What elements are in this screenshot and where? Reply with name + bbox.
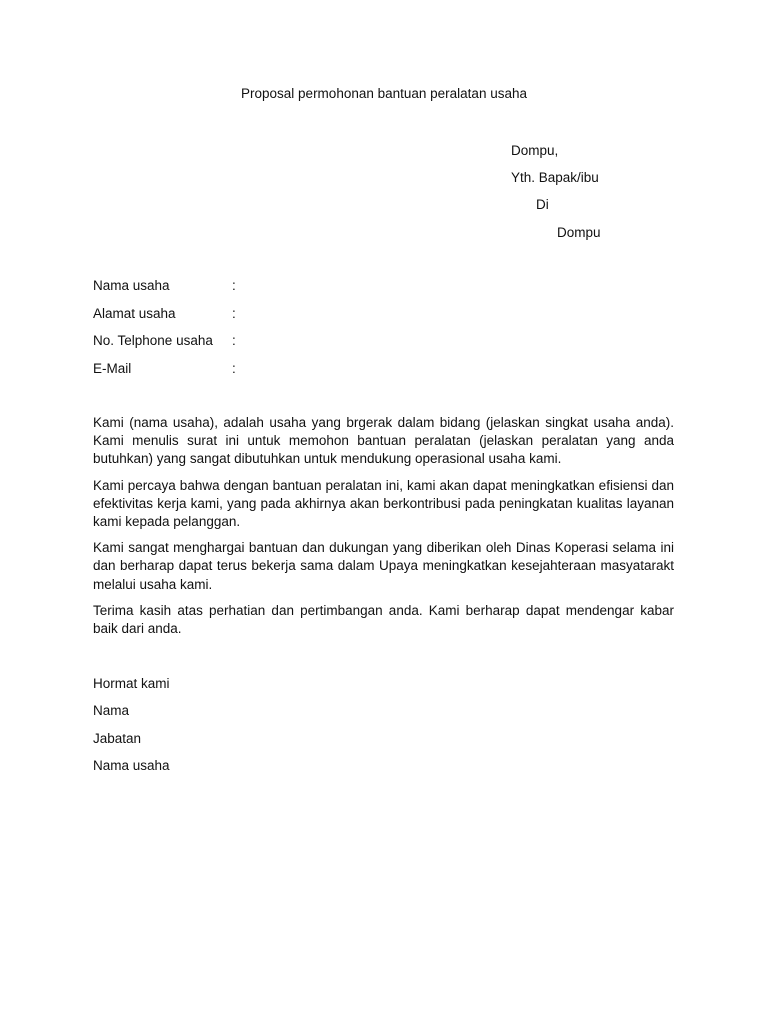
field-label: No. Telphone usaha <box>93 333 213 348</box>
field-label: Nama usaha <box>93 278 170 293</box>
closing-greeting: Hormat kami <box>93 676 170 691</box>
business-fields <box>93 278 393 388</box>
body-paragraph-3: Kami sangat menghargai bantuan dan dukungan yang diberikan oleh Dinas Koperasi selama ini dan berharap dapat terus bekerja sama dalam Upaya meningkatkan kesejahteraan masyatarakt melalui usaha kami. <box>93 540 674 592</box>
body-paragraph-2: Kami percaya bahwa dengan bantuan peralatan ini, kami akan dapat meningkatkan efisiensi dan efektivitas kerja kami, yang pada akhirnya akan berkontribusi pada peningkatan kualitas layanan kami kepada pelanggan. <box>93 477 674 530</box>
closing-position: Jabatan <box>93 730 142 746</box>
letter-body <box>93 414 674 646</box>
field-separator: : <box>232 278 236 293</box>
document-title: Proposal permohonan bantuan peralatan usaha <box>241 86 527 101</box>
closing-block <box>93 676 170 786</box>
field-row-telphone <box>93 333 393 361</box>
field-separator: : <box>232 333 236 348</box>
field-label: Alamat usaha <box>93 305 176 321</box>
field-separator: : <box>232 305 236 321</box>
recipient-addressee: Yth. Bapak/ibu <box>511 170 599 185</box>
field-row-alamat-usaha <box>93 306 393 334</box>
closing-name: Nama <box>93 703 130 719</box>
body-paragraph-4: Terima kasih atas perhatian dan pertimbangan anda. Kami berharap dapat mendengar kabar baik dari anda. <box>93 602 674 637</box>
recipient-di: Di <box>536 197 549 212</box>
field-separator: : <box>232 360 236 376</box>
field-row-nama-usaha <box>93 278 393 306</box>
recipient-place: Dompu, <box>511 143 559 158</box>
body-paragraph-1: Kami (nama usaha), adalah usaha yang brgerak dalam bidang (jelaskan singkat usaha anda). Kami menulis surat ini untuk memohon bantuan peralatan (jelaskan peralatan yang anda butuhkan) yang sangat dibutuhkan untuk mendukung operasional usaha kami. <box>93 415 674 467</box>
recipient-city: Dompu <box>557 225 601 240</box>
field-row-email <box>93 361 393 389</box>
closing-business: Nama usaha <box>93 758 170 774</box>
field-label: E-Mail <box>93 360 132 376</box>
